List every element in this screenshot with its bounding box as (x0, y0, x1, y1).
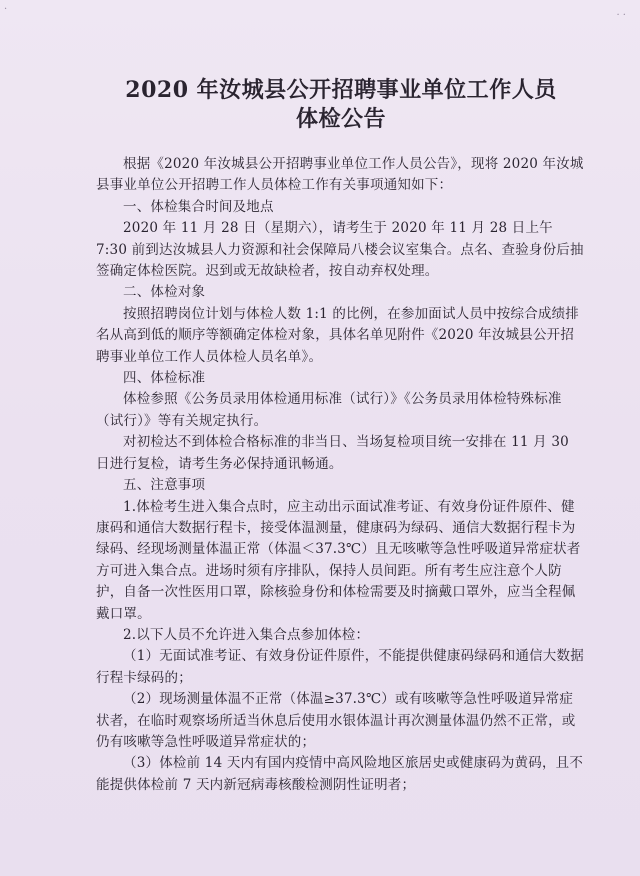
document-body (96, 154, 586, 796)
section-4-paragraph-1: 体检参照《公务员录用体检通用标准（试行）》《公务员录用体检特殊标准（试行）》等有关规定执行。 (96, 391, 562, 429)
scan-mark-top-left: · (4, 4, 8, 15)
section-4-paragraph-2: 对初检达不到体检合格标准的非当日、当场复检项目统一安排在 11 月 30 日进行复检，请考生务必保持通讯畅通。 (96, 434, 569, 472)
title-line-2: 体检公告 (295, 106, 386, 132)
section-heading-5: 五、注意事项 (123, 477, 206, 494)
section-2-paragraph: 按照招聘岗位计划与体检人数 1:1 的比例，在参加面试人员中按综合成绩排名从高到低的顺序等额确定体检对象，具体名单见附件《2020 年汝城县公开招聘事业单位工作人员体检人员名单》。 (96, 305, 580, 365)
section-heading-1: 一、体检集合时间及地点 (123, 198, 274, 215)
notice-subitem-1: （1）无面试准考证、有效身份证件原件，不能提供健康码绿码和通信大数据行程卡绿码的； (96, 648, 584, 686)
section-heading-2: 二、体检对象 (123, 284, 206, 301)
section-1-paragraph: 2020 年 11 月 28 日（星期六），请考生于 2020 年 11 月 28 日上午 7:30 前到达汝城县人力资源和社会保障局八楼会议室集合。点名、查验身份后抽签确定体检医院。迟到或无故缺检者，按自动弃权处理。 (96, 220, 584, 280)
notice-item-1: 1.体检考生进入集合点时，应主动出示面试准考证、有效身份证件原件、健康码和通信大数据行程卡，接受体温测量，健康码为绿码、通信大数据行程卡为绿码、经现场测量体温正常（体温＜37.3℃）且无咳嗽等急性呼吸道异常症状者方可进入集合点。进场时须有序排队，保持人员间距。所有考生应注意个人防护，自备一次性医用口罩，除核验身份和体检需要及时摘戴口罩外，应当全程佩戴口罩。 (96, 498, 581, 622)
section-heading-4: 四、体检标准 (123, 370, 206, 387)
notice-item-2: 2.以下人员不允许进入集合点参加体检： (123, 626, 370, 643)
title-line-1: 2020 年汝城县公开招聘事业单位工作人员 (125, 77, 557, 103)
notice-subitem-2: （2）现场测量体温不正常（体温≥37.3℃）或有咳嗽等急性呼吸道异常症状者，在临时观察场所适当休息后使用水银体温计再次测量体温仍然不正常，或仍有咳嗽等急性呼吸道异常症状的； (96, 691, 576, 750)
scan-mark-top-right: · · (616, 10, 626, 21)
intro-paragraph: 根据《2020 年汝城县公开招聘事业单位工作人员公告》，现将 2020 年汝城县事业单位公开招聘工作人员体检工作有关事项通知如下： (96, 156, 584, 194)
notice-subitem-3: （3）体检前 14 天内有国内疫情中高风险地区旅居史或健康码为黄码，且不能提供体检前 7 天内新冠病毒核酸检测阴性证明者； (96, 755, 584, 793)
document-title (96, 76, 586, 134)
